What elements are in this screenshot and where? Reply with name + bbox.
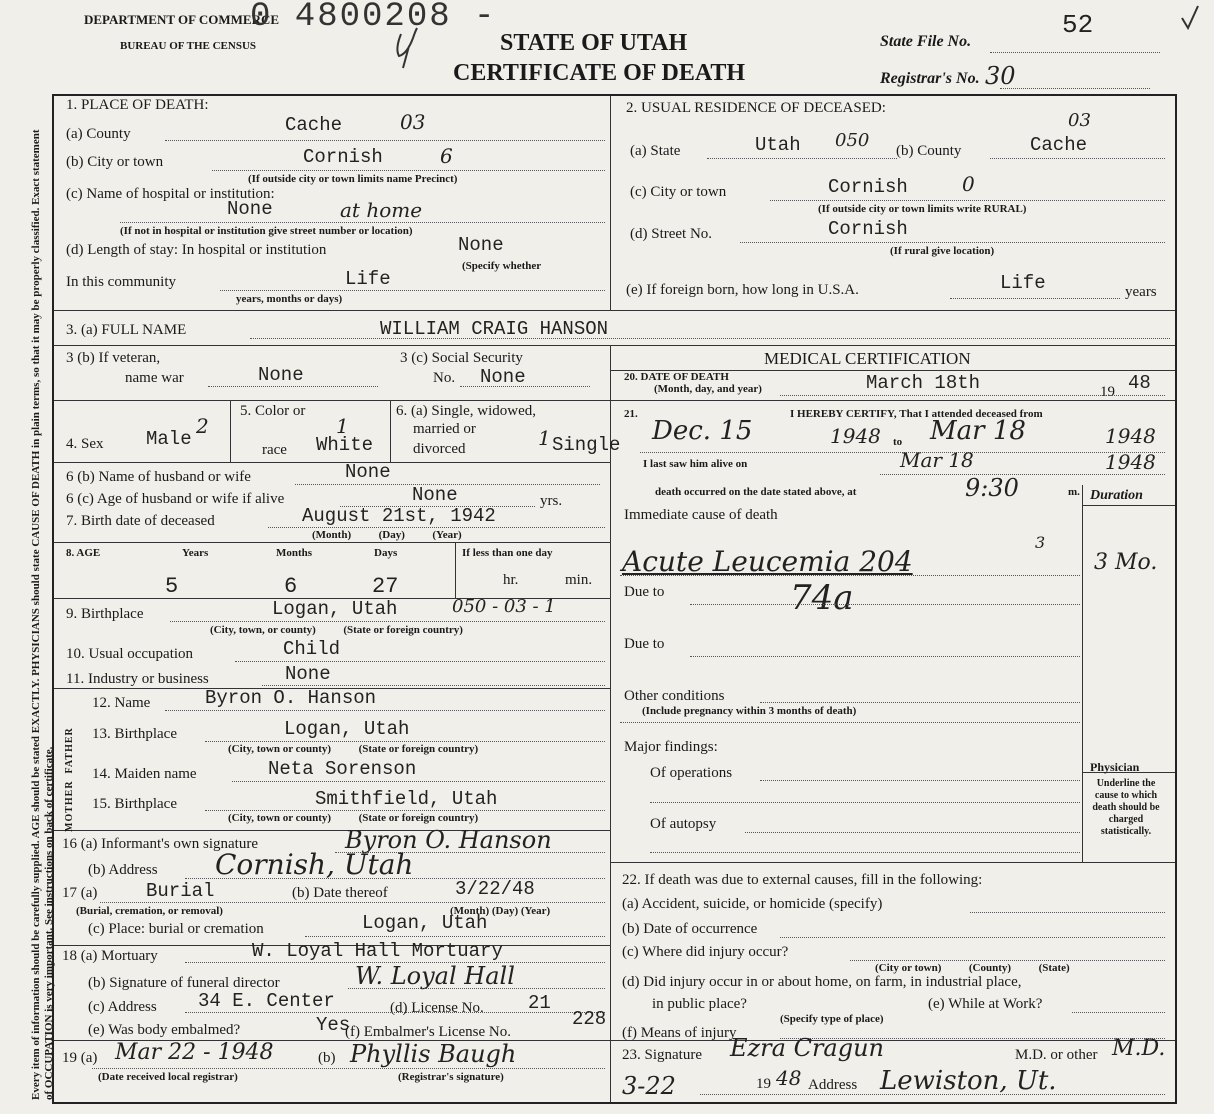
father-birthplace-label: 13. Birthplace — [92, 726, 177, 742]
father-name-value: Byron O. Hanson — [205, 687, 377, 709]
birth-date-sub: (Month) (Day) (Year) — [312, 529, 462, 541]
res-foreign-value: Life — [1000, 272, 1046, 294]
res-state-label: (a) State — [630, 143, 681, 159]
hospital-value: None — [227, 198, 273, 220]
side-instructions: Every item of information should be carefully supplied. AGE should be stated EXACTLY. PHYSICIANS should state CAUSE OF DEATH in plain terms, so that it may be properly classified. Exact statement of OCCUPATION is very important. See instructions on back of certificate. — [30, 129, 55, 1100]
operations-label: Of operations — [650, 765, 733, 781]
marital-label-2: married or — [413, 421, 476, 437]
last-saw-date: Mar 18 — [900, 448, 974, 472]
physician-note: Underline the cause to which death should be charged statistically. — [1092, 778, 1160, 837]
years-label: years — [1125, 284, 1157, 300]
due-to-2-label: Due to — [624, 636, 665, 652]
death-date-sub: (Month, day, and year) — [654, 383, 762, 395]
embalmed-value: Yes — [316, 1014, 351, 1036]
community-label: In this community — [66, 274, 176, 290]
res-foreign-label: (e) If foreign born, how long in U.S.A. — [626, 282, 859, 298]
marital-value: Single — [552, 434, 621, 456]
res-state-code: 050 — [835, 130, 870, 151]
age-years: 5 — [165, 574, 179, 599]
informant-sig-label: 16 (a) Informant's own signature — [62, 836, 258, 852]
city-value: Cornish — [303, 146, 383, 168]
hospital-handwritten: at home — [340, 198, 423, 222]
res-county-label: (b) County — [896, 143, 962, 159]
certify-number: 21. — [624, 408, 638, 420]
duration-header: Duration — [1090, 488, 1143, 503]
informant-signature: Byron O. Hanson — [345, 826, 552, 854]
res-street-label: (d) Street No. — [630, 226, 713, 242]
county-code: 03 — [400, 110, 426, 134]
hospital-note: (If not in hospital or institution give street number or location) — [120, 225, 413, 237]
res-city-label: (c) City or town — [630, 184, 727, 200]
mother-side-label: MOTHER — [64, 780, 75, 832]
director-signature: W. Loyal Hall — [355, 962, 515, 990]
due-to-1-label: Due to — [624, 584, 665, 600]
death-date-value: March 18th — [866, 372, 981, 394]
res-county-value: Cache — [1030, 134, 1088, 156]
embalmed-label: (e) Was body embalmed? — [88, 1022, 241, 1038]
external-a: (a) Accident, suicide, or homicide (specify) — [622, 896, 883, 912]
death-time: 9:30 — [965, 474, 1019, 502]
md-handwritten: M.D. — [1112, 1036, 1166, 1061]
hospital-label: (c) Name of hospital or institution: — [66, 186, 275, 202]
full-name-value: WILLIAM CRAIG HANSON — [380, 318, 609, 340]
community-note: years, months or days) — [236, 293, 343, 305]
signature-address: Lewiston, Ut. — [880, 1066, 1057, 1096]
signature-address-label: Address — [808, 1077, 858, 1093]
mortuary-address: 34 E. Center — [198, 990, 335, 1012]
marital-code: 1 — [538, 426, 551, 450]
due-to-1-value: 74a — [790, 578, 854, 618]
place-of-death-title: 1. PLACE OF DEATH: — [66, 97, 209, 113]
city-note: (If outside city or town limits name Precinct) — [248, 173, 458, 185]
bureau-label: BUREAU OF THE CENSUS — [120, 40, 257, 52]
burial-sub-1: (Burial, cremation, or removal) — [76, 905, 223, 917]
external-d-sub: (Specify type of place) — [780, 1013, 884, 1025]
marital-label-3: divorced — [413, 441, 466, 457]
race-label-1: 5. Color or — [240, 403, 306, 419]
registrar-label: 19 (a) — [62, 1050, 98, 1066]
veteran-label: 3 (b) If veteran, — [66, 350, 161, 366]
death-year: 48 — [1128, 372, 1151, 394]
birth-date-value: August 21st, 1942 — [302, 505, 496, 527]
age-years-header: Years — [182, 547, 209, 559]
city-code: 6 — [440, 144, 453, 168]
race-value: White — [316, 434, 374, 456]
father-name-label: 12. Name — [92, 695, 151, 711]
state-file-number: 52 — [1062, 10, 1094, 40]
county-value: Cache — [285, 114, 343, 136]
stay-label: (d) Length of stay: In hospital or institution — [66, 242, 327, 258]
industry-value: None — [285, 663, 331, 685]
time-m: m. — [1068, 486, 1080, 498]
burial-label: 17 (a) — [62, 885, 98, 901]
race-code: 1 — [336, 414, 349, 438]
mother-birthplace-sub: (City, town or county) (State or foreign country) — [228, 812, 479, 824]
registrar-sub-2: (Registrar's signature) — [398, 1071, 504, 1083]
embalmer-license-value: 228 — [572, 1008, 607, 1030]
marital-label-1: 6. (a) Single, widowed, — [396, 403, 536, 419]
age-days-header: Days — [374, 547, 398, 559]
attended-from-year: 1948 — [830, 424, 881, 448]
signature-date: 3-22 — [622, 1072, 676, 1100]
state-file-label: State File No. — [880, 33, 972, 50]
physician-sig-label: 23. Signature — [622, 1047, 702, 1063]
occupation-label: 10. Usual occupation — [66, 646, 194, 662]
res-state-value: Utah — [755, 134, 801, 156]
check-mark — [393, 24, 423, 74]
tick-mark — [1180, 4, 1200, 34]
father-birthplace-sub: (City, town or county) (State or foreign country) — [228, 743, 479, 755]
father-birthplace-value: Logan, Utah — [284, 718, 410, 740]
registrar-number-label: Registrar's No. — [880, 70, 980, 87]
full-name-label: 3. (a) FULL NAME — [66, 322, 187, 338]
serial-number: 0 4800208 - — [250, 0, 497, 36]
autopsy-label: Of autopsy — [650, 816, 717, 832]
death-year-prefix: 19 — [1100, 384, 1115, 400]
res-county-code: 03 — [1068, 110, 1091, 131]
attended-to-word: to — [893, 436, 903, 448]
father-side-label: FATHER — [64, 727, 75, 774]
license-label: (d) License No. — [390, 1000, 484, 1016]
spouse-value: None — [345, 461, 391, 483]
res-city-code: 0 — [962, 172, 975, 196]
ss-no-label: No. — [433, 370, 456, 386]
md-label: M.D. or other — [1015, 1047, 1098, 1063]
spouse-age-label: 6 (c) Age of husband or wife if alive — [66, 491, 285, 507]
registrar-sub-1: (Date received local registrar) — [98, 1071, 238, 1083]
burial-place-label: (c) Place: burial or cremation — [88, 921, 264, 937]
parents-side-label — [62, 692, 84, 832]
registrar-date: Mar 22 - 1948 — [115, 1040, 274, 1065]
informant-addr-label: (b) Address — [88, 862, 158, 878]
external-b: (b) Date of occurrence — [622, 921, 758, 937]
birthplace-sub: (City, town, or county) (State or foreign country) — [210, 624, 463, 636]
res-street-value: Cornish — [828, 218, 908, 240]
age-months-header: Months — [276, 547, 313, 559]
registrar-number: 30 — [985, 62, 1016, 90]
res-street-note: (If rural give location) — [890, 245, 995, 257]
age-hr: hr. — [503, 572, 519, 588]
mother-birthplace-label: 15. Birthplace — [92, 796, 177, 812]
industry-label: 11. Industry or business — [66, 671, 209, 687]
birthplace-code: 050 - 03 - 1 — [452, 596, 556, 617]
burial-value: Burial — [146, 880, 215, 902]
stay-value: None — [458, 234, 504, 256]
external-f: (f) Means of injury — [622, 1025, 737, 1041]
external-c-sub: (City or town) (County) (State) — [875, 962, 1070, 974]
sex-label: 4. Sex — [66, 436, 104, 452]
immediate-cause-label: Immediate cause of death — [624, 507, 778, 523]
age-label: 8. AGE — [66, 547, 101, 559]
mother-birthplace-value: Smithfield, Utah — [315, 788, 498, 810]
res-city-value: Cornish — [828, 176, 908, 198]
attended-to-year: 1948 — [1105, 424, 1156, 448]
spouse-age-value: None — [412, 484, 458, 506]
medical-cert-title: MEDICAL CERTIFICATION — [764, 349, 971, 368]
occurred-label: death occurred on the date stated above, at — [655, 486, 857, 498]
attended-from: Dec. 15 — [652, 416, 753, 446]
veteran-value: None — [258, 364, 304, 386]
department-label: DEPARTMENT OF COMMERCE — [84, 12, 280, 27]
mortuary-addr-label: (c) Address — [88, 999, 157, 1015]
state-title: STATE OF UTAH — [500, 30, 688, 56]
attended-to: Mar 18 — [930, 416, 1026, 446]
residence-title: 2. USUAL RESIDENCE OF DECEASED: — [626, 100, 886, 116]
mortuary-label: 18 (a) Mortuary — [62, 948, 158, 964]
age-months: 6 — [284, 574, 298, 599]
signature-year: 48 — [776, 1066, 802, 1090]
external-c: (c) Where did injury occur? — [622, 944, 789, 960]
age-days: 27 — [372, 574, 399, 599]
last-saw-label: I last saw him alive on — [643, 458, 748, 470]
burial-place-value: Logan, Utah — [362, 912, 488, 934]
age-less-header: If less than one day — [462, 547, 553, 559]
physician-header: Physician — [1090, 760, 1140, 774]
other-conditions-label: Other conditions — [624, 688, 725, 704]
ss-value: None — [480, 366, 526, 388]
age-min: min. — [565, 572, 593, 588]
birthplace-value: Logan, Utah — [272, 598, 398, 620]
community-value: Life — [345, 268, 391, 290]
sex-code: 2 — [196, 414, 209, 438]
registrar-signature: Phyllis Baugh — [350, 1040, 517, 1068]
burial-date-label: (b) Date thereof — [292, 885, 388, 901]
immediate-cause-code: 3 — [1035, 533, 1046, 552]
res-city-note: (If outside city or town limits write RURAL) — [818, 203, 1027, 215]
immediate-duration: 3 Mo. — [1094, 550, 1158, 575]
city-label: (b) City or town — [66, 154, 164, 170]
ss-label: 3 (c) Social Security — [400, 350, 523, 366]
veteran-war-label: name war — [125, 370, 184, 386]
mortuary-value: W. Loyal Hall Mortuary — [252, 940, 503, 962]
external-d-1: (d) Did injury occur in or about home, on farm, in industrial place, — [622, 974, 1022, 990]
embalmer-license-label: (f) Embalmer's License No. — [345, 1024, 511, 1040]
certificate-title: CERTIFICATE OF DEATH — [453, 60, 746, 86]
spouse-label: 6 (b) Name of husband or wife — [66, 469, 251, 485]
occupation-value: Child — [283, 638, 341, 660]
external-d-2: in public place? — [652, 996, 747, 1012]
yrs-label: yrs. — [540, 493, 563, 509]
major-findings-label: Major findings: — [624, 739, 718, 755]
birthplace-label: 9. Birthplace — [66, 606, 144, 622]
burial-date-value: 3/22/48 — [455, 878, 535, 900]
external-e: (e) While at Work? — [928, 996, 1043, 1012]
mother-maiden-label: 14. Maiden name — [92, 766, 197, 782]
last-saw-year: 1948 — [1105, 450, 1156, 474]
burial-sub-2: (Month) (Day) (Year) — [450, 905, 551, 917]
other-conditions-sub: (Include pregnancy within 3 months of death) — [642, 705, 857, 717]
county-label: (a) County — [66, 126, 131, 142]
mother-maiden-value: Neta Sorenson — [268, 758, 417, 780]
signature-year-prefix: 19 — [756, 1076, 771, 1092]
specify-note: (Specify whether — [462, 260, 542, 272]
sex-value: Male — [146, 428, 192, 450]
director-sig-label: (b) Signature of funeral director — [88, 975, 280, 991]
registrar-sig-label: (b) — [318, 1050, 336, 1066]
external-title: 22. If death was due to external causes, fill in the following: — [622, 872, 983, 888]
certify-text: I HEREBY CERTIFY, That I attended deceased from — [790, 408, 1043, 420]
physician-signature: Ezra Cragun — [730, 1034, 884, 1062]
race-label-2: race — [262, 442, 287, 458]
death-date-label: 20. DATE OF DEATH — [624, 371, 729, 383]
immediate-cause-value: Acute Leucemia 204 — [622, 545, 913, 578]
informant-address: Cornish, Utah — [215, 848, 414, 881]
birth-date-label: 7. Birth date of deceased — [66, 513, 215, 529]
license-value: 21 — [528, 992, 551, 1014]
